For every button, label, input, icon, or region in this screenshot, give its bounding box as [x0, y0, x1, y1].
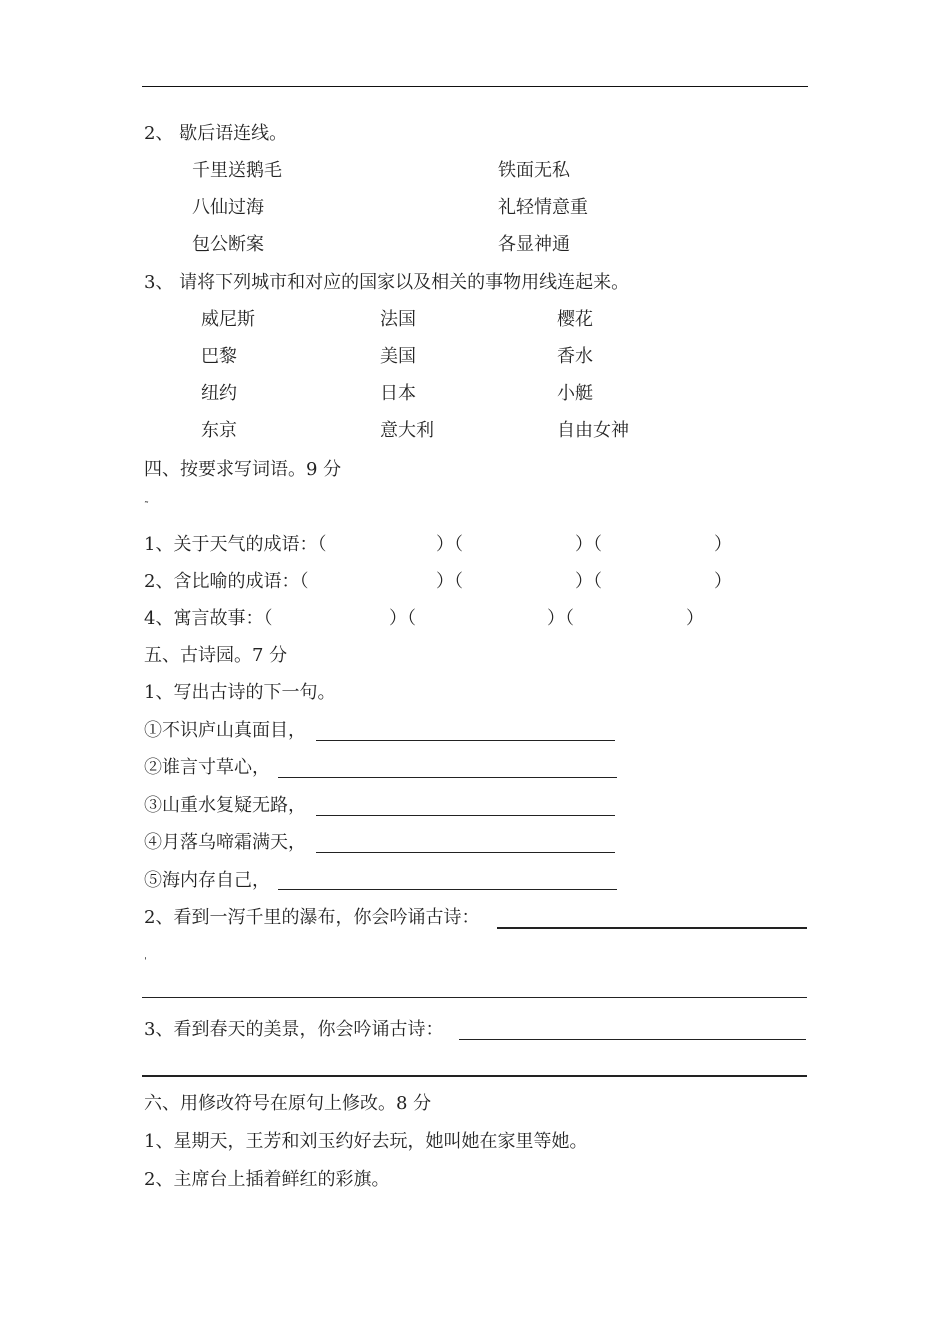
poem-4-answer-line[interactable] [316, 852, 615, 853]
q3-thing-1: 樱花 [557, 309, 593, 330]
poem-5-answer-line[interactable] [278, 889, 617, 890]
q3-thing-4: 自由女神 [557, 420, 629, 441]
q3-thing-2: 香水 [557, 346, 593, 367]
s4-item2-paren3: ） [714, 571, 732, 592]
q3-city-1: 威尼斯 [201, 309, 255, 330]
poem-4: ④月落乌啼霜满天， [144, 832, 306, 853]
section5-sub1: 1、写出古诗的下一句。 [144, 682, 336, 703]
section6-item-2: 2、主席台上插着鲜红的彩旗。 [144, 1169, 390, 1190]
section5-title: 五、古诗园。7 分 [144, 645, 288, 666]
section5-q2: 2、看到一泻千里的瀑布，你会吟诵古诗： [144, 907, 480, 928]
poem-1-answer-line[interactable] [316, 740, 615, 741]
q2-right-2: 礼轻情意重 [498, 197, 588, 218]
q3-thing-3: 小艇 [557, 383, 593, 404]
q3-answer-line-2[interactable] [142, 1075, 807, 1077]
q2-left-3: 包公断案 [192, 234, 264, 255]
s4-item1-paren3: ） [714, 534, 732, 555]
poem-2-answer-line[interactable] [278, 777, 617, 778]
poem-3-answer-line[interactable] [316, 815, 615, 816]
s4-item3-paren1: ）（ [389, 608, 416, 629]
q3-country-4: 意大利 [380, 420, 434, 441]
s4-item3-paren3: ） [686, 608, 704, 629]
q3-country-2: 美国 [380, 346, 416, 367]
s4-item2-paren2: ）（ [575, 571, 602, 592]
section4-title: 四、按要求写词语。9 分 [144, 459, 342, 480]
s4-item3-paren2: ）（ [547, 608, 574, 629]
section6-title: 六、用修改符号在原句上修改。8 分 [144, 1093, 432, 1114]
q2-left-2: 八仙过海 [192, 197, 264, 218]
q3-answer-line-1[interactable] [459, 1039, 806, 1040]
q2-left-1: 千里送鹅毛 [192, 160, 282, 181]
poem-3: ③山重水复疑无路， [144, 795, 306, 816]
top-rule [142, 86, 808, 87]
section4-stray-mark: ˜ [144, 501, 149, 512]
q3-city-4: 东京 [201, 420, 237, 441]
q3-country-1: 法国 [380, 309, 416, 330]
q3-city-3: 纽约 [201, 383, 237, 404]
s4-item1-paren2: ）（ [575, 534, 602, 555]
section5-stray-mark: ˌ [144, 950, 147, 961]
q3-title: 3、 请将下列城市和对应的国家以及相关的事物用线连起来。 [144, 272, 630, 293]
poem-5: ⑤海内存自己， [144, 870, 270, 891]
section5-q3: 3、看到春天的美景，你会吟诵古诗： [144, 1019, 444, 1040]
q2-answer-line-2[interactable] [142, 997, 807, 998]
q3-city-2: 巴黎 [201, 346, 237, 367]
poem-2: ②谁言寸草心， [144, 757, 270, 778]
s4-item2-label: 2、含比喻的成语：（ [144, 571, 309, 592]
section6-item-1: 1、星期天，王芳和刘玉约好去玩，她叫她在家里等她。 [144, 1131, 588, 1152]
s4-item3-label: 4、寓言故事：（ [144, 608, 273, 629]
q2-right-1: 铁面无私 [498, 160, 570, 181]
poem-1: ①不识庐山真面目， [144, 720, 306, 741]
s4-item1-label: 1、关于天气的成语：（ [144, 534, 327, 555]
s4-item2-paren1: ）（ [436, 571, 463, 592]
q2-title: 2、 歇后语连线。 [144, 123, 288, 144]
s4-item1-paren1: ）（ [436, 534, 463, 555]
q2-right-3: 各显神通 [498, 234, 570, 255]
q3-country-3: 日本 [380, 383, 416, 404]
q2-answer-line-1[interactable] [497, 927, 807, 929]
